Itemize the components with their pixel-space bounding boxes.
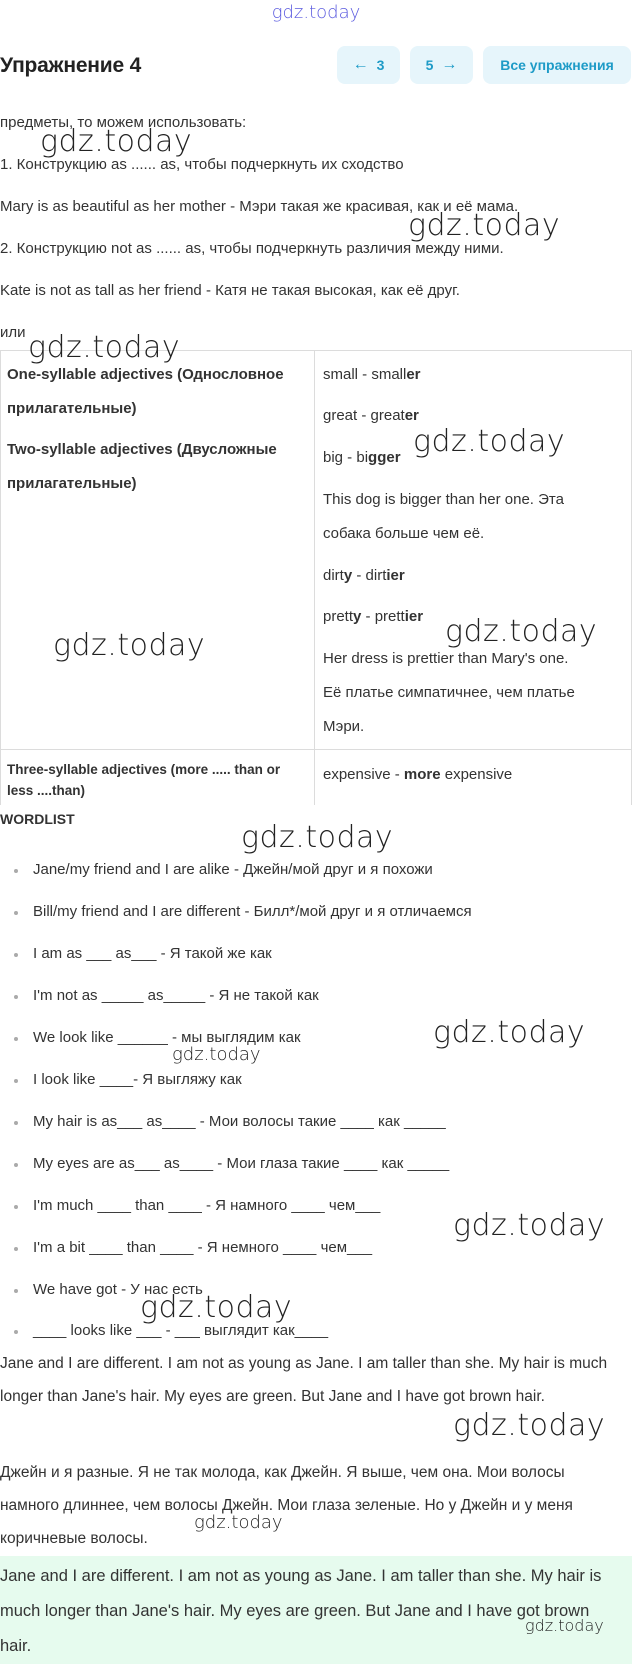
wordlist-title: WORDLIST — [0, 811, 75, 827]
table-cell-three-syllable-2: less ....than) — [7, 783, 86, 798]
watermark: gdz.today — [40, 124, 193, 159]
answer-text: Jane and I are different. I am not as young as Jane. I am taller than she. My hair is much longer than Jane's hair. My eyes are green. But Jane and I have got brown hair. — [0, 1567, 602, 1655]
theory-rule-1: 1. Конструкцию as ...... as, чтобы подчеркнуть их сходство — [0, 156, 404, 173]
table-cell-three-syllable: Three-syllable adjectives (more ..... than or — [7, 762, 281, 777]
table-cell-one-syllable-2: прилагательные) — [7, 400, 137, 417]
watermark: gdz.today — [413, 424, 566, 459]
table-example-sentence-2c: Мэри. — [323, 718, 365, 735]
prev-exercise-button[interactable] — [337, 46, 400, 84]
table-example-sentence-2b: Её платье симпатичнее, чем платье — [323, 684, 575, 701]
theory-rule-2: 2. Конструкцию not as ...... as, чтобы подчеркнуть различия между ними. — [0, 240, 504, 257]
watermark: gdz.today — [453, 1208, 606, 1243]
all-exercises-button[interactable] — [483, 46, 631, 84]
table-example-pretty: pretty - prettier — [323, 608, 424, 625]
page-title: Упражнение 4 — [0, 54, 142, 77]
exercise-header — [0, 46, 632, 86]
prev-exercise-label: 3 — [376, 57, 385, 73]
table-example-expensive: expensive - more expensive — [323, 766, 513, 783]
theory-intro: предметы, то можем использовать: — [0, 114, 247, 131]
arrow-left-icon: ← — [352, 56, 369, 73]
table-cell-two-syllable: Two-syllable adjectives (Двусложные — [7, 441, 277, 458]
watermark: gdz.today — [140, 1290, 293, 1325]
watermark: gdz.today — [194, 1512, 283, 1533]
theory-or: или — [0, 324, 26, 341]
table-example-sentence-1: This dog is bigger than her one. Эта — [323, 491, 564, 508]
table-cell-two-syllable-2: прилагательные) — [7, 475, 137, 492]
text-english: Jane and I are different. I am not as young as Jane. I am taller than she. My hair is much longer than Jane's hair. My eyes are green. But Jane and I have got brown hair. — [0, 1355, 608, 1405]
watermark: gdz.today — [53, 628, 206, 663]
all-exercises-label: Все упражнения — [500, 57, 614, 73]
table-example-sentence-1b: собака больше чем её. — [323, 525, 485, 542]
theory-example-1: Mary is as beautiful as her mother - Мэри такая же красивая, как и её мама. — [0, 198, 519, 215]
comparison-table — [0, 350, 632, 805]
text-russian: Джейн и я разные. Я не так молода, как Джейн. Я выше, чем она. Мои волосы намного длиннее, чем волосы Джейн. Мои глаза зеленые. Но у Джейн и у меня коричневые волосы. — [0, 1464, 573, 1547]
watermark: gdz.today — [408, 208, 561, 243]
watermark: gdz.today — [241, 820, 394, 855]
watermark: gdz.today — [172, 1044, 261, 1065]
table-cell-one-syllable: One-syllable adjectives (Однословное — [7, 366, 284, 383]
table-example-dirty: dirty - dirtier — [323, 567, 405, 584]
next-exercise-label: 5 — [425, 57, 434, 73]
table-example-big: big - bigger — [323, 449, 401, 466]
table-example-great: great - greater — [323, 407, 419, 424]
watermark: gdz.today — [28, 330, 181, 365]
watermark: gdz.today — [445, 614, 598, 649]
watermark: gdz.today — [453, 1408, 606, 1443]
watermark: gdz.today — [433, 1015, 586, 1050]
site-logo[interactable]: gdz.today — [271, 2, 361, 23]
answer-block — [0, 1556, 632, 1664]
table-example-small: small - smaller — [323, 366, 421, 383]
table-example-sentence-2: Her dress is prettier than Mary's one. — [323, 650, 569, 667]
theory-example-2: Kate is not as tall as her friend - Катя не такая высокая, как её друг. — [0, 282, 460, 299]
arrow-right-icon: → — [441, 56, 458, 73]
next-exercise-button[interactable] — [410, 46, 473, 84]
watermark: gdz.today — [525, 1616, 604, 1635]
